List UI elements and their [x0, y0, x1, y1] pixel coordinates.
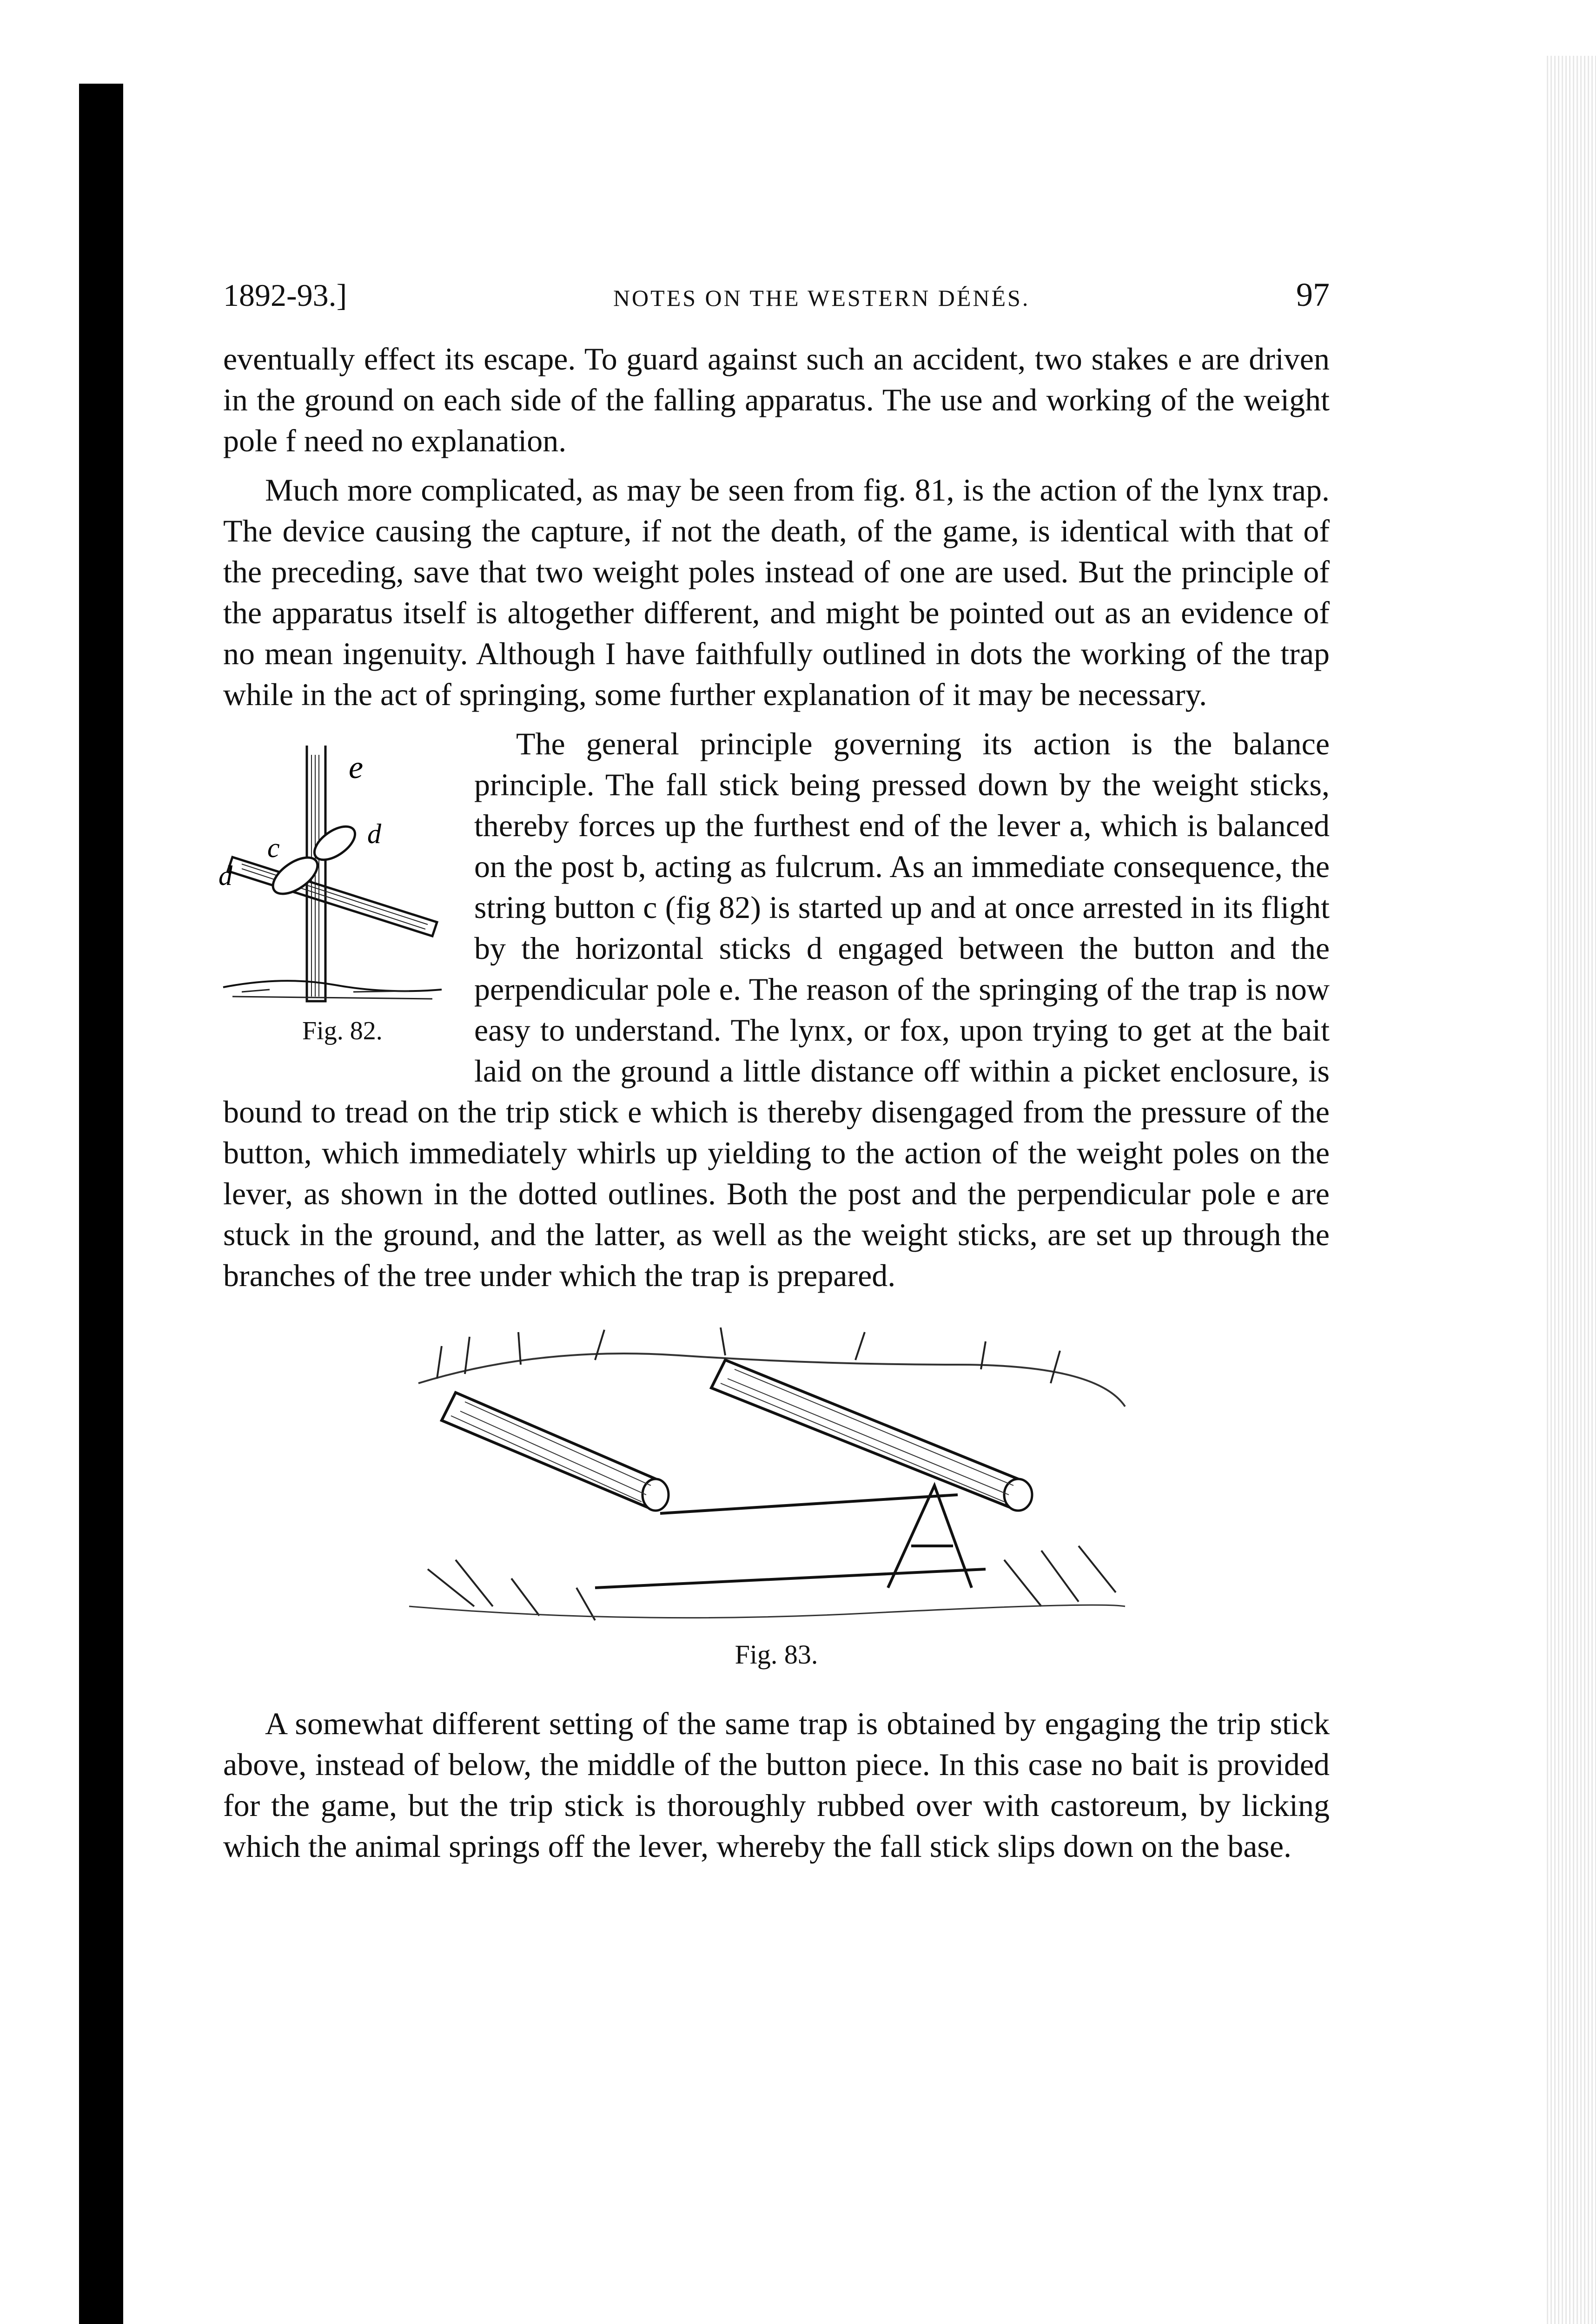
- fig83-caption: Fig. 83.: [735, 1639, 818, 1670]
- fig82-label-e: e: [349, 750, 364, 786]
- scan-left-border: [79, 84, 123, 2324]
- fig82-label-d-right: d: [367, 819, 381, 849]
- paragraph-2: Much more complicated, as may be seen from fig. 81, is the action of the lynx trap. The device causing the capture, if not the death, of the game, is identical with that of the preceding, save that two weight poles instead of one are used. But the principle of the apparatus itself is altogether different, and might be pointed out as an evidence of no mean ingenuity. Although I have faithfully outlined in dots the working of the trap while in the act of springing, some further explanation of it may be necessary.: [223, 472, 1330, 712]
- fig82-caption: Fig. 82.: [302, 1017, 383, 1045]
- fig82-label-d-left: d: [219, 860, 232, 891]
- fig82-label-c: c: [267, 832, 280, 863]
- fig82-drawing: [214, 727, 446, 1015]
- book-page: [219, 274, 1330, 1875]
- figure-82: [214, 727, 456, 1052]
- scan-right-edge: [1545, 56, 1596, 2324]
- paragraph-1: eventually effect its escape. To guard against such an accident, two stakes e are driven in the ground on each side of the falling apparatus. The use and working of the weight pole f need no explanation.: [223, 341, 1330, 458]
- page-number: 97: [1296, 276, 1330, 313]
- running-header: [223, 274, 1330, 321]
- paragraph-4: A somewhat different setting of the same trap is obtained by engaging the trip stick above, instead of below, the middle of the button piece. In this case no bait is provided for the game, but the trip stick is thoroughly rubbed over with castoreum, by licking which the animal springs off the lever, whereby the fall stick slips down on the base.: [223, 1706, 1330, 1864]
- header-title: NOTES ON THE WESTERN DÉNÉS.: [613, 285, 1030, 311]
- header-year: 1892-93.]: [223, 277, 347, 313]
- figure-83-drawing: [400, 1327, 1134, 1625]
- paragraph-3: The general principle governing its action is the balance principle. The fall stick being pressed down by the weight sticks, thereby forces up the furthest end of the lever a, which is balanced on the post b, acting as fulcrum. As an immediate consequence, the string button c (fig 82) is started up and at once arrested in its flight by the horizontal sticks d engaged between the button and the perpendicular pole e. The reason of the springing of the trap is now easy to understand. The lynx, or fox, upon trying to get at the bait laid on the ground a little distance off within a picket enclosure, is bound to tread on the trip stick e which is thereby disengaged from the pressure of the button, which immediately whirls up yielding to the action of the weight poles on the lever, as shown in the dotted outlines. Both the post and the perpendicular pole e are stuck in the ground, and the latter, as well as the weight sticks, are set up through the branches of the tree under which the trap is prepared.: [223, 726, 1330, 1293]
